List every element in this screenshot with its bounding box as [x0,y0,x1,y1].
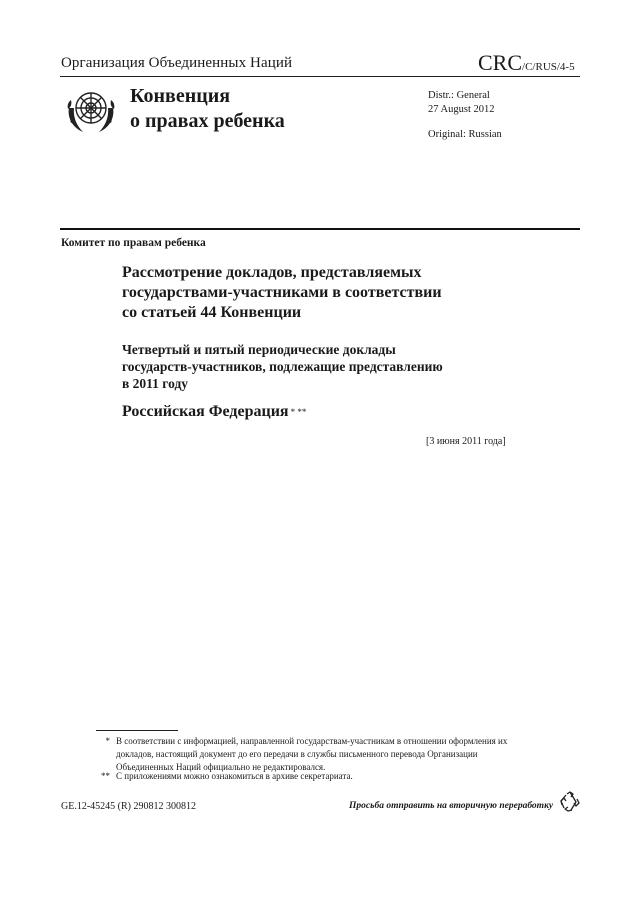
document-symbol [478,50,575,76]
country-heading [122,403,306,421]
distribution-info [428,89,495,117]
subtitle [122,341,542,392]
distribution-label: Distr.: General [428,90,490,101]
original-language: Original: Russian [428,129,502,140]
convention-title-line1: Конвенция [130,85,231,107]
footnote-mark: ** [101,771,110,781]
main-title [122,263,542,323]
issue-date: 27 August 2012 [428,104,495,115]
country-name: Российская Федерация [122,403,289,420]
subtitle-line: Четвертый и пятый периодические доклады [122,342,396,357]
document-symbol-rest: /C/RUS/4-5 [522,61,575,73]
footnote-mark: * [105,736,110,746]
recycle-note: Просьба отправить на вторичную переработку [349,801,554,811]
title-rule [60,228,580,230]
convention-title [130,84,285,134]
footnote-separator [96,730,178,731]
document-number: GE.12-45245 (R) 290812 300812 [61,801,196,812]
submission-date: [3 июня 2011 года] [426,436,506,447]
subtitle-line: государств-участников, подлежащие представлению [122,359,443,374]
footnote-text: С приложениями можно ознакомиться в архиве секретариата. [116,771,353,781]
committee-name: Комитет по правам ребенка [61,237,206,249]
document-symbol-main: CRC [478,50,523,75]
footnote [90,770,530,784]
main-title-line: государствами-участниками в соответствии [122,284,442,301]
footnote [90,735,530,775]
footnote-reference: * ** [290,407,307,417]
recycle-icon [558,790,582,814]
subtitle-line: в 2011 году [122,376,189,391]
footnote-text: В соответствии с информацией, направленной государствам-участникам в отношении оформления их докладов, настоящий документ до его передачи в службы письменного перевода Организации Объединенных Наций официально не редактировался. [116,736,508,772]
header-rule [60,76,580,77]
org-name: Организация Объединенных Наций [61,55,293,71]
convention-title-line2: о правах ребенка [130,110,285,132]
un-emblem-icon [63,82,119,138]
main-title-line: со статьей 44 Конвенции [122,304,302,321]
main-title-line: Рассмотрение докладов, представляемых [122,264,422,281]
